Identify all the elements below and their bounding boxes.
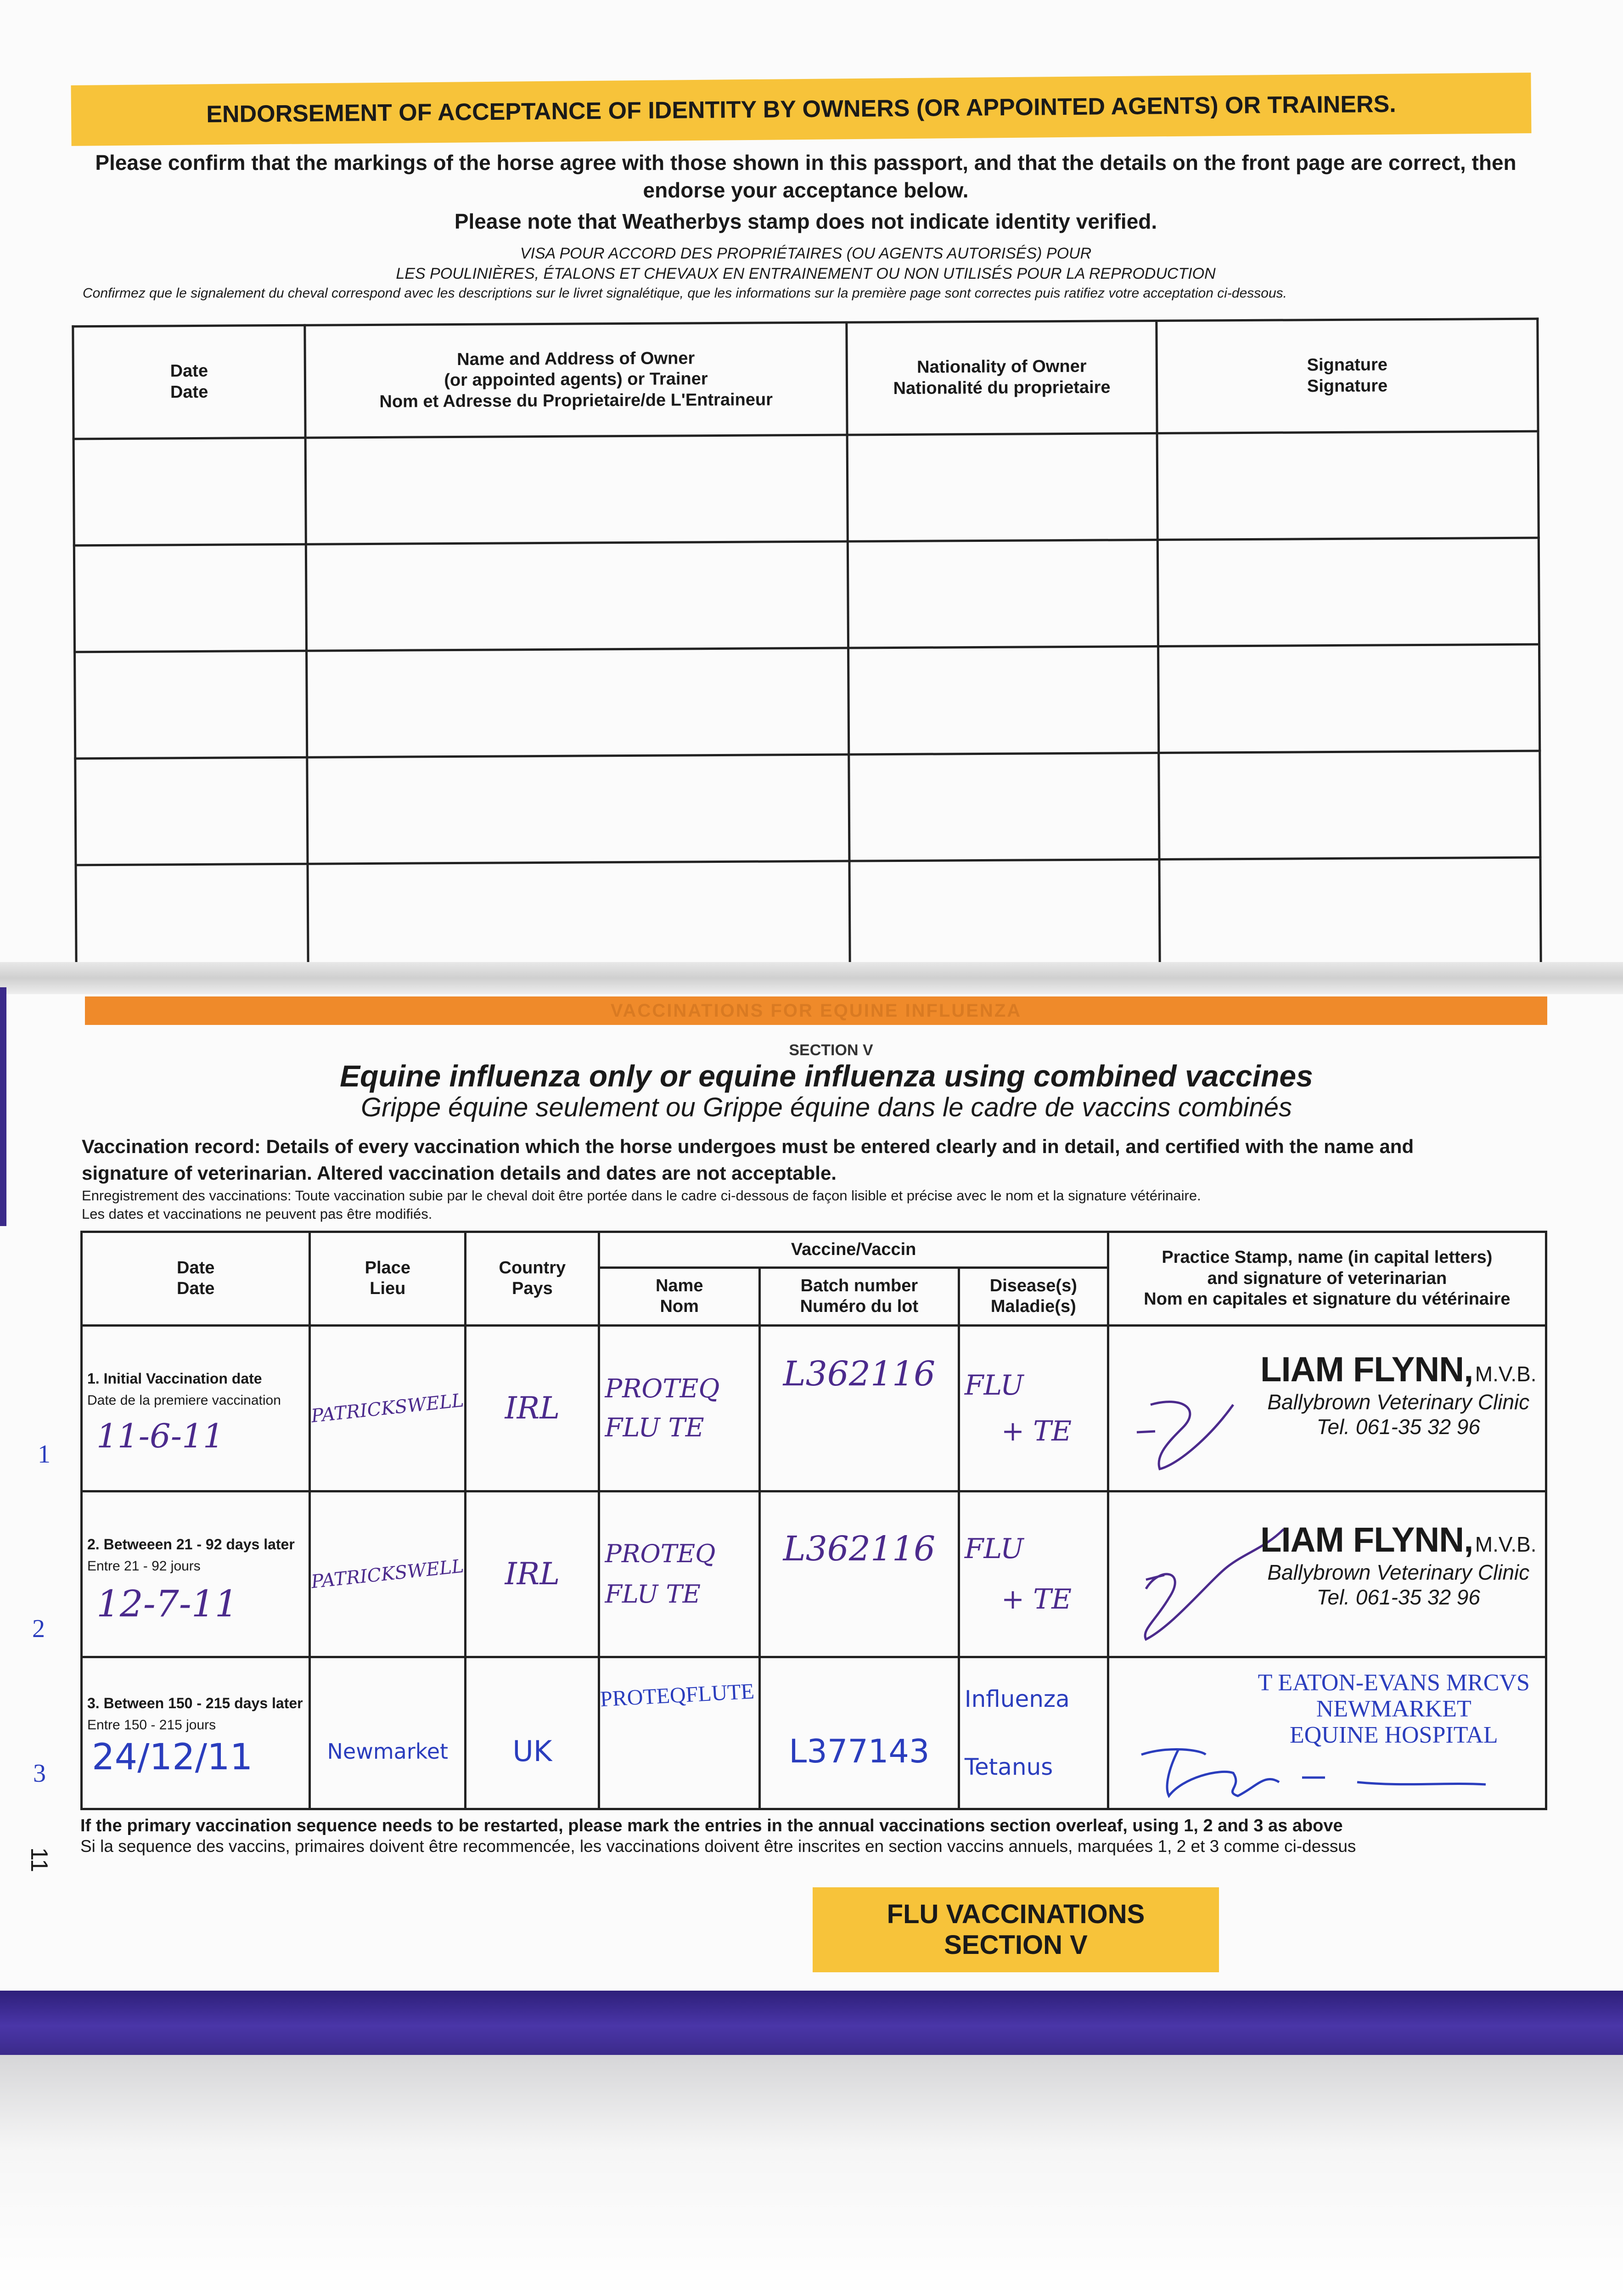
batch-cell[interactable]: L362116 (759, 1491, 959, 1657)
vaccine-name-cell[interactable]: PROTEQ FLU TE (599, 1325, 759, 1491)
orange-section-bar: VACCINATIONS FOR EQUINE INFLUENZA (85, 996, 1547, 1025)
footer-note: If the primary vaccination sequence needs to be restarted, please mark the entries in the annual vaccinations section overleaf, using 1, 2 and 3 as above (80, 1816, 1343, 1835)
vet-signature (1128, 1718, 1495, 1805)
page-fold-shadow (0, 962, 1623, 994)
signature-cell[interactable] (1158, 644, 1540, 753)
col-date: Date Date (73, 325, 305, 439)
vaccination-heading: Equine influenza only or equine influenza using combined vaccines (340, 1059, 1313, 1093)
vcol-batch: Batch number Numéro du lot (759, 1268, 959, 1325)
endorsement-table (72, 318, 1542, 973)
handwritten-date: 11-6-11 (96, 1416, 224, 1455)
table-row (74, 538, 1539, 652)
country-cell[interactable]: IRL (466, 1491, 599, 1657)
place-cell[interactable]: Newmarket (310, 1657, 466, 1809)
vcol-country: Country Pays (466, 1232, 599, 1326)
country-cell[interactable]: UK (466, 1657, 599, 1809)
vaccination-table (80, 1231, 1547, 1810)
date-cell[interactable] (76, 864, 308, 972)
vaccination-row-3 (82, 1657, 1546, 1809)
scanner-background (0, 2055, 1623, 2296)
page-number: 11 (25, 1847, 52, 1872)
nationality-cell[interactable] (849, 753, 1159, 861)
purple-edge-left (0, 987, 6, 1226)
disease-cell[interactable]: FLU + TE (959, 1325, 1108, 1491)
footer-note-fr: Si la sequence des vaccins, primaires doivent être recommencée, les vaccinations doivent être inscrites en section vaccins annuels, marquées 1, 2 et 3 comme ci-dessus (80, 1837, 1356, 1856)
record-text: Vaccination record: Details of every vaccination which the horse undergoes must be entered clearly and in detail, and certified with the name and signature of veterinarian. Altered vaccination details and dates are not acceptable. (82, 1136, 1414, 1184)
vet-stamp: LIAM FLYNN, M.V.B. Ballybrown Veterinary Clinic Tel. 061-35 32 96 (1260, 1520, 1537, 1609)
table-row (73, 431, 1539, 546)
endorsement-title: ENDORSEMENT OF ACCEPTANCE OF IDENTITY BY OWNERS (OR APPOINTED AGENTS) OR TRAINERS. (206, 90, 1396, 128)
endorsement-title-bar (71, 73, 1531, 146)
confirmez-text: Confirmez que le signalement du cheval correspond avec les descriptions sur le livret signalétique, que les informations sur la première page sont correctes puis ratifiez votre acceptation ci-dessous. (83, 286, 1287, 301)
nationality-cell[interactable] (849, 859, 1160, 968)
practice-stamp-cell[interactable] (1108, 1657, 1546, 1809)
owner-cell[interactable] (308, 861, 850, 970)
owner-cell[interactable] (307, 648, 849, 757)
date-cell[interactable] (73, 438, 306, 546)
vaccination-row-1 (82, 1325, 1546, 1491)
owner-cell[interactable] (307, 754, 849, 864)
signature-cell[interactable] (1157, 538, 1539, 646)
margin-number-3: 3 (33, 1759, 46, 1788)
batch-cell[interactable]: L362116 (759, 1325, 959, 1491)
vcol-name: Name Nom (599, 1268, 759, 1325)
date-cell[interactable] (74, 544, 306, 652)
date-cell[interactable] (75, 651, 307, 759)
table-row (76, 857, 1541, 972)
vcol-date: Date Date (82, 1232, 310, 1326)
vcol-place: Place Lieu (310, 1232, 466, 1326)
vcol-disease: Disease(s) Maladie(s) (959, 1268, 1108, 1325)
margin-number-1: 1 (38, 1440, 51, 1469)
section-label: SECTION V (789, 1041, 873, 1059)
visa-text: VISA POUR ACCORD DES PROPRIÉTAIRES (OU AGENTS AUTORISÉS) POUR LES POULINIÈRES, ÉTALONS ET CHEVAUX EN ENTRAINEMENT OU NON UTILISÉS POUR LA REPRODUCTION (396, 245, 1216, 283)
table-row (75, 751, 1540, 865)
place-cell[interactable]: PATRICKSWELL (310, 1325, 466, 1491)
weatherbys-note: Please note that Weatherbys stamp does not indicate identity verified. (454, 209, 1157, 233)
date-cell[interactable] (75, 757, 308, 865)
col-signature: Signature Signature (1157, 319, 1538, 433)
nationality-cell[interactable] (848, 646, 1159, 754)
vaccine-name-cell[interactable]: PROTEQ FLU TE (599, 1491, 759, 1657)
passport-cover-edge (0, 1991, 1623, 2055)
vcol-practice: Practice Stamp, name (in capital letters) and signature of veterinarian Nom en capitales et signature du vétérinaire (1108, 1232, 1546, 1326)
nationality-cell[interactable] (847, 433, 1157, 542)
col-nationality: Nationality of Owner Nationalité du proprietaire (847, 321, 1157, 435)
signature-cell[interactable] (1159, 857, 1541, 966)
vet-stamp: T EATON-EVANS MRCVS NEWMARKET EQUINE HOSPITAL (1258, 1669, 1530, 1749)
signature-cell[interactable] (1157, 431, 1539, 540)
batch-cell[interactable]: L377143 (759, 1657, 959, 1809)
handwritten-date: 12-7-11 (96, 1582, 238, 1625)
date-cell[interactable]: 3. Between 150 - 215 days later Entre 150 - 215 jours 24/12/11 (82, 1657, 310, 1809)
vcol-vaccine: Vaccine/Vaccin (599, 1232, 1108, 1268)
vaccination-heading-fr: Grippe équine seulement ou Grippe équine dans le cadre de vaccins combinés (360, 1092, 1292, 1122)
date-cell[interactable]: 1. Initial Vaccination date Date de la premiere vaccination 11-6-11 (82, 1325, 310, 1491)
owner-cell[interactable] (305, 435, 848, 544)
place-cell[interactable]: PATRICKSWELL (310, 1491, 466, 1657)
nationality-cell[interactable] (848, 540, 1158, 648)
vaccination-row-2 (82, 1491, 1546, 1657)
col-owner: Name and Address of Owner (or appointed agents) or Trainer Nom et Adresse du Proprietaire/de L'Entraineur (305, 322, 847, 438)
disease-cell[interactable]: FLU + TE (959, 1491, 1108, 1657)
date-cell[interactable]: 2. Betweeen 21 - 92 days later Entre 21 - 92 jours 12-7-11 (82, 1491, 310, 1657)
practice-stamp-cell[interactable] (1108, 1491, 1546, 1657)
table-row (75, 644, 1540, 759)
disease-cell[interactable]: Influenza Tetanus (959, 1657, 1108, 1809)
vaccine-name-cell[interactable]: PROTEQFLUTE (599, 1657, 759, 1809)
country-cell[interactable]: IRL (466, 1325, 599, 1491)
margin-number-2: 2 (32, 1615, 45, 1643)
vet-stamp: LIAM FLYNN, M.V.B. Ballybrown Veterinary Clinic Tel. 061-35 32 96 (1260, 1350, 1537, 1439)
section-tab: FLU VACCINATIONS SECTION V (813, 1887, 1219, 1972)
record-text-fr: Enregistrement des vaccinations: Toute vaccination subie par le cheval doit être portée dans le cadre ci-dessous de façon lisible et précise avec le nom et la signature vétérinaire. Les dates et vaccinations ne peuvent pas être modifiés. (82, 1187, 1201, 1222)
signature-cell[interactable] (1159, 751, 1540, 859)
handwritten-date: 24/12/11 (92, 1736, 253, 1778)
owner-cell[interactable] (306, 541, 848, 651)
practice-stamp-cell[interactable] (1108, 1325, 1546, 1491)
confirm-text: Please confirm that the markings of the horse agree with those shown in this passport, and that the details on the front page are correct, then endorse your acceptance below. (95, 151, 1516, 202)
